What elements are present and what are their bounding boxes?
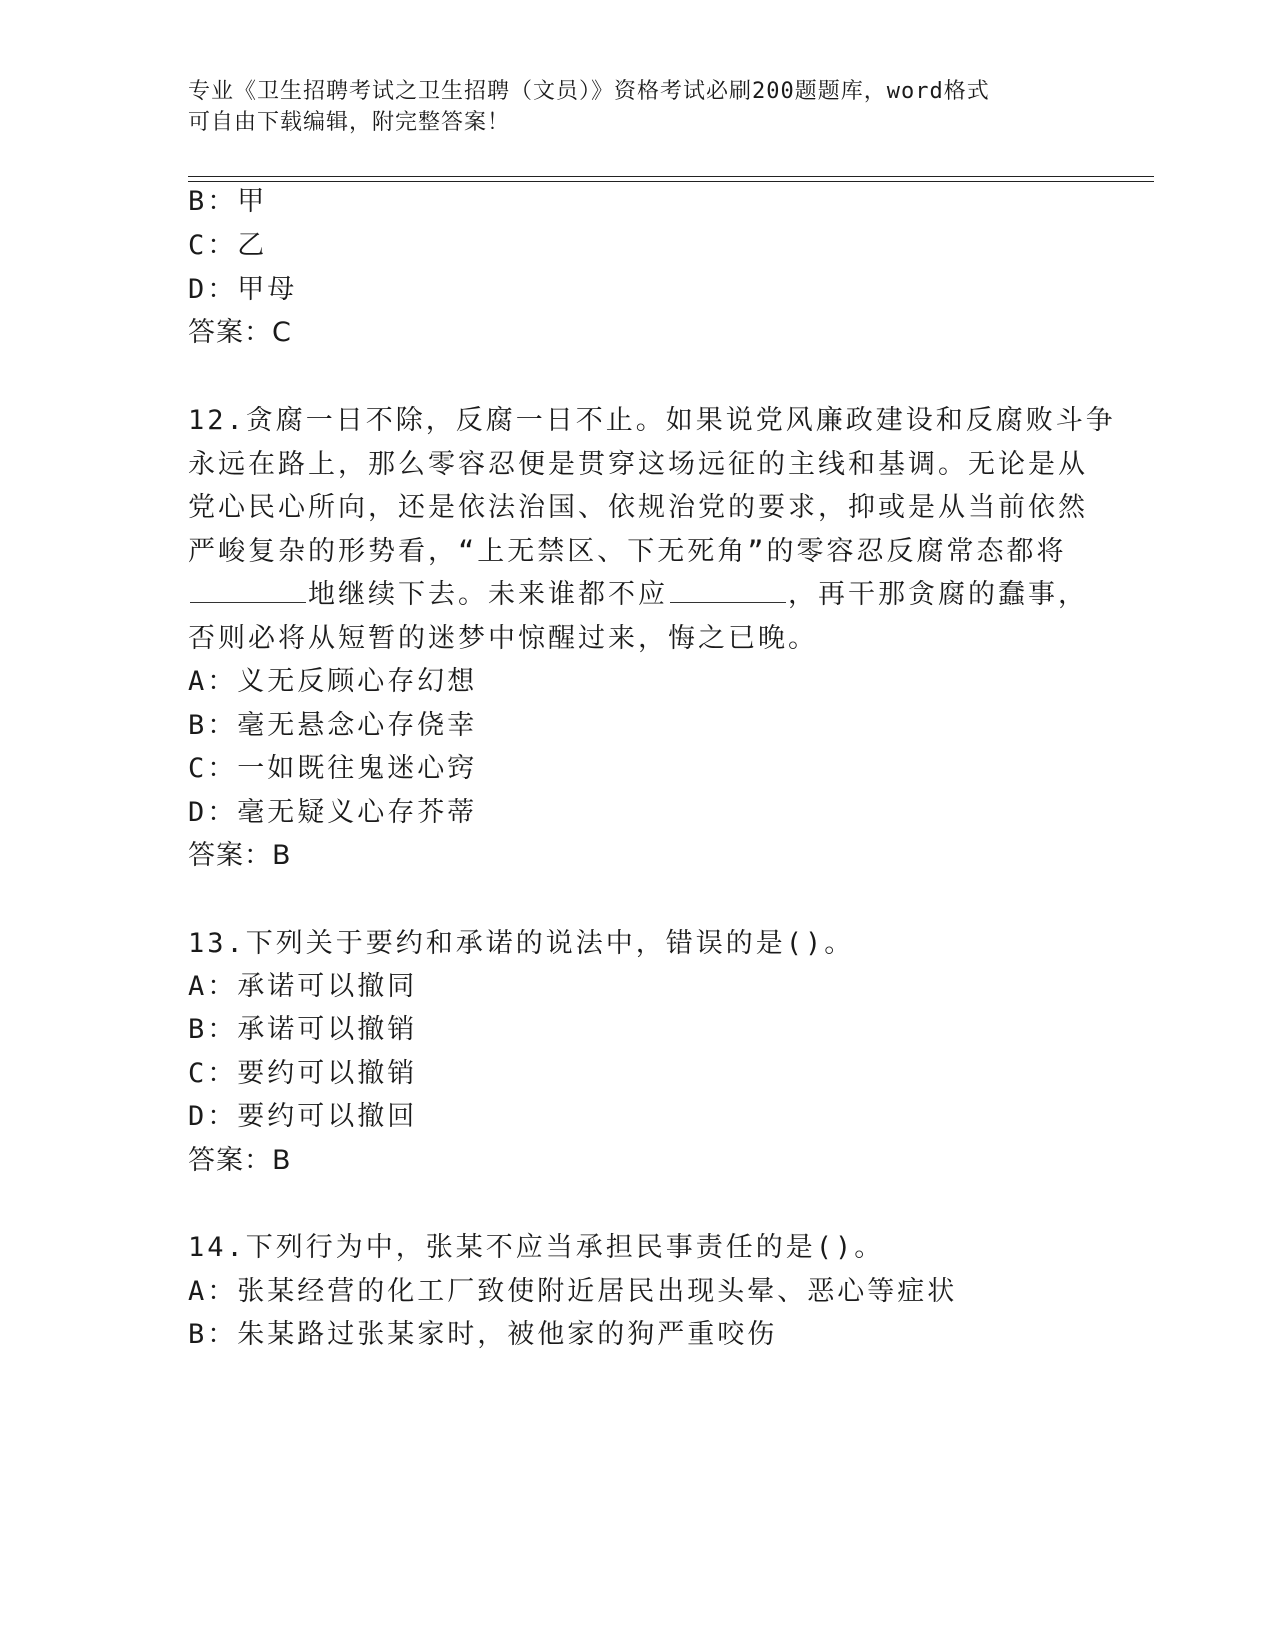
q12-answer: 答案：B — [188, 840, 292, 871]
fill-in-blank-1 — [190, 578, 306, 603]
q12-stem-line-4: 严峻复杂的形势看，“上无禁区、下无死角”的零容忍反腐常态都将 — [188, 536, 1067, 567]
q12-option-a: A：义无反顾心存幻想 — [188, 666, 478, 697]
q12-option-d: D：毫无疑义心存芥蒂 — [188, 797, 478, 828]
header-divider-bottom — [188, 181, 1154, 182]
q13-answer: 答案：B — [188, 1145, 292, 1176]
q12-stem-line-6: 否则必将从短暂的迷梦中惊醒过来，悔之已晚。 — [188, 623, 818, 654]
q12-option-c: C：一如既往鬼迷心窍 — [188, 753, 478, 784]
header-title-line-1: 专业《卫生招聘考试之卫生招聘（文员）》资格考试必刷200题题库，word格式 — [188, 79, 990, 104]
q14-option-a: A：张某经营的化工厂致使附近居民出现头晕、恶心等症状 — [188, 1276, 958, 1307]
q11-option-d: D：甲母 — [188, 274, 298, 305]
q13-option-d: D：要约可以撤回 — [188, 1101, 418, 1132]
q14-stem: 14.下列行为中，张某不应当承担民事责任的是()。 — [188, 1232, 885, 1263]
q12-stem-line-5-part-a: 地继续下去。未来谁都不应 — [308, 579, 668, 610]
q13-option-b: B：承诺可以撤销 — [188, 1014, 418, 1045]
q12-option-b: B：毫无悬念心存侥幸 — [188, 710, 478, 741]
q13-option-c: C：要约可以撤销 — [188, 1058, 418, 1089]
document-header — [188, 76, 1068, 138]
q11-option-c: C：乙 — [188, 230, 268, 261]
q13-option-a: A：承诺可以撤同 — [188, 971, 418, 1002]
q11-option-b: B：甲 — [188, 186, 268, 217]
q12-stem-line-2: 永远在路上，那么零容忍便是贯穿这场远征的主线和基调。无论是从 — [188, 449, 1088, 480]
header-divider-top — [188, 176, 1154, 177]
header-title-line-2: 可自由下载编辑，附完整答案！ — [188, 110, 511, 135]
q14-option-b: B：朱某路过张某家时，被他家的狗严重咬伤 — [188, 1319, 778, 1350]
q12-stem-line-5 — [188, 578, 1088, 612]
q12-stem-line-3: 党心民心所向，还是依法治国、依规治党的要求，抑或是从当前依然 — [188, 492, 1088, 523]
q11-answer: 答案：C — [188, 317, 292, 348]
q12-stem-line-5-part-b: ，再干那贪腐的蠢事， — [788, 579, 1088, 610]
fill-in-blank-2 — [670, 578, 786, 603]
q13-stem: 13.下列关于要约和承诺的说法中，错误的是()。 — [188, 928, 855, 959]
q12-stem-line-1: 12.贪腐一日不除，反腐一日不止。如果说党风廉政建设和反腐败斗争 — [188, 405, 1116, 436]
